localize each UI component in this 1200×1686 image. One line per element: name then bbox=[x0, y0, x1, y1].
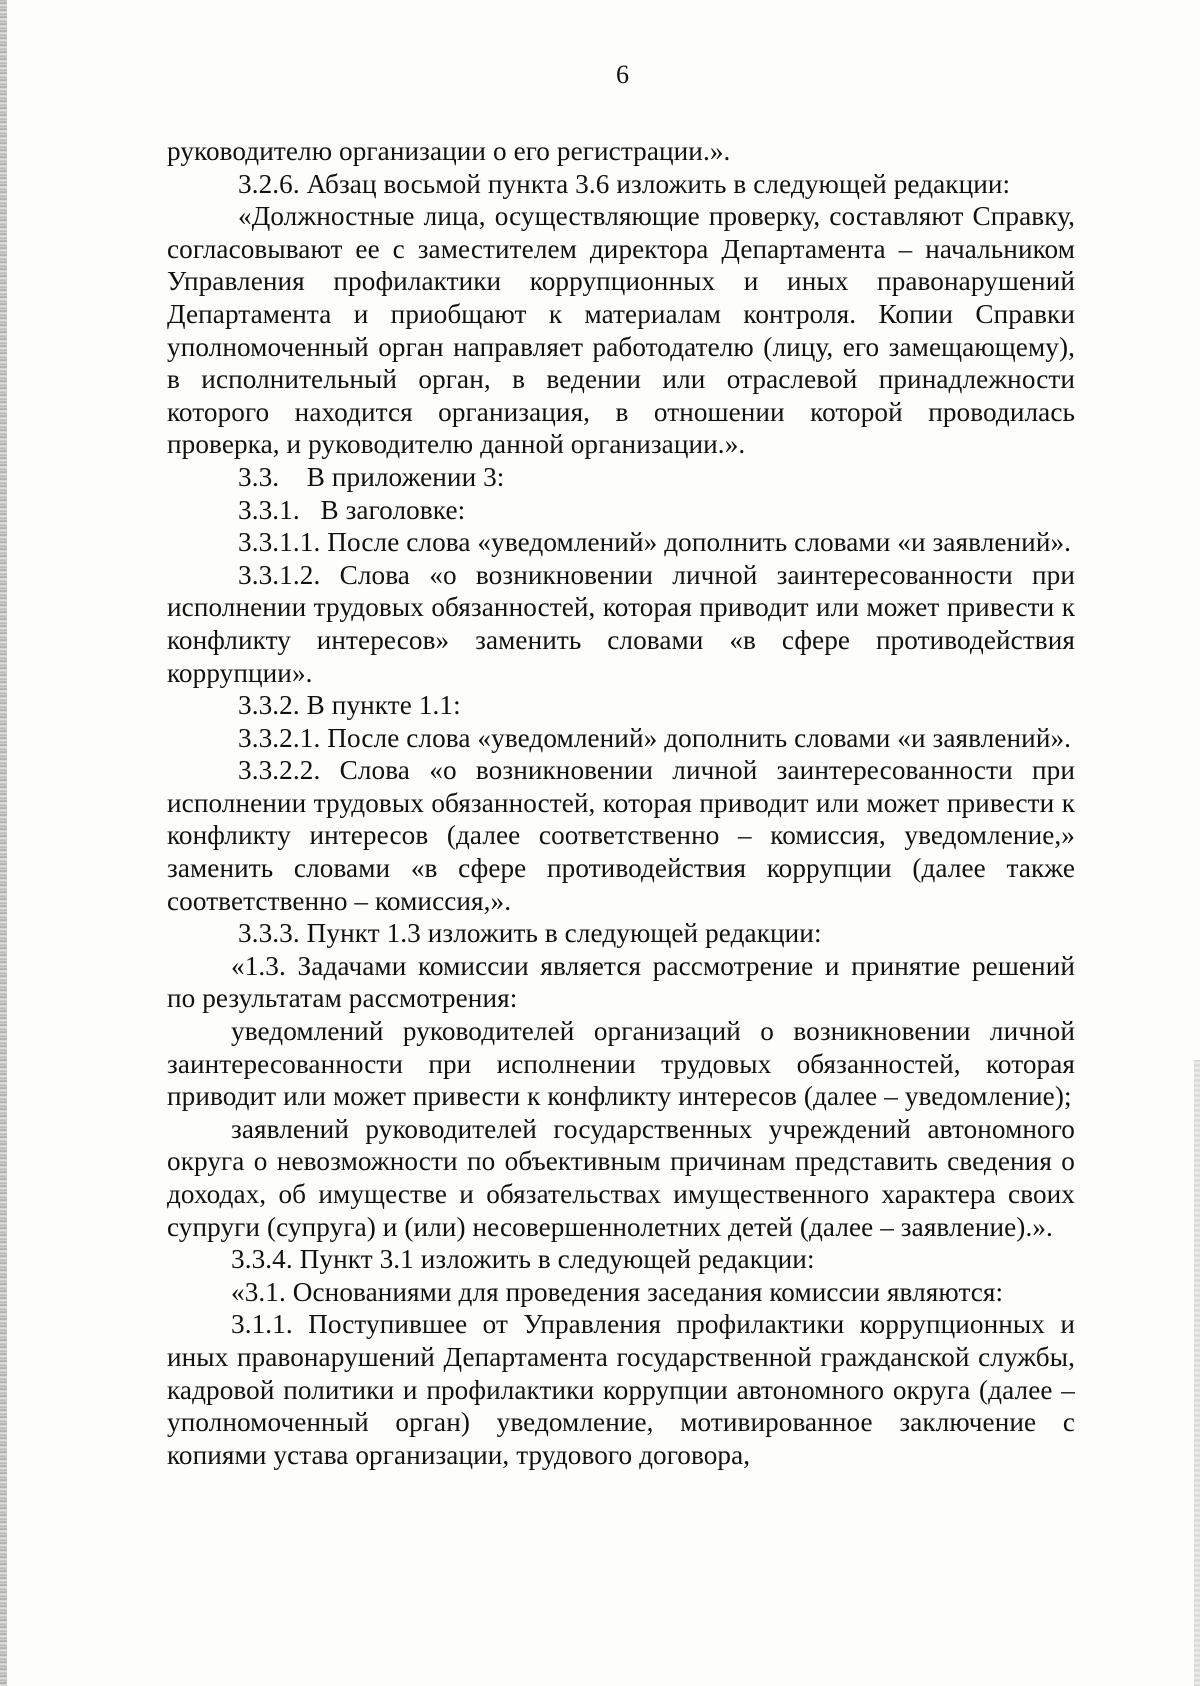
paragraph: уведомлений руководителей организаций о возникновении личной заинтересованности при исполнении трудовых обязанностей, которая приводит или может привести к конфликту интересов (далее – уведомление); bbox=[167, 1016, 1075, 1112]
paragraph: 3.3.2. В пункте 1.1: bbox=[238, 690, 461, 721]
paragraph: 3.3.4. Пункт 3.1 изложить в следующей редакции: bbox=[231, 1244, 815, 1275]
paragraph: «3.1. Основаниями для проведения заседания комиссии являются: bbox=[231, 1276, 1004, 1307]
paragraph: 3.3.2.2. Слова «о возникновении личной заинтересованности при исполнении трудовых обязанностей, которая приводит или может привести к конфликту интересов (далее соответственно – комиссия, уведомление,» заменить словами «в сфере противодействия коррупции (далее также соответственно – комиссия,». bbox=[167, 755, 1075, 916]
paragraph: руководителю организации о его регистрации.». bbox=[167, 136, 731, 166]
paragraph: 3.3. В приложении 3: bbox=[238, 461, 505, 492]
paragraph: 3.1.1. Поступившее от Управления профилактики коррупционных и иных правонарушений Департамента государственной гражданской службы, кадровой политики и профилактики коррупции автономного округа (далее – уполномоченный орган) уведомление, мотивированное заключение с копиями устава организации, трудового договора, bbox=[167, 1309, 1075, 1470]
paragraph: 3.3.3. Пункт 1.3 изложить в следующей редакции: bbox=[238, 918, 822, 949]
paragraph: заявлений руководителей государственных учреждений автономного округа о невозможности по объективным причинам представить сведения о доходах, об имуществе и обязательствах имущественного характера своих супруги (супруга) и (или) несовершеннолетних детей (далее – заявление).». bbox=[167, 1113, 1075, 1242]
paragraph: 3.3.1.2. Слова «о возникновении личной заинтересованности при исполнении трудовых обязанностей, которая приводит или может привести к конфликту интересов» заменить словами «в сфере противодействия коррупции». bbox=[167, 559, 1075, 688]
page-number: 6 bbox=[616, 60, 629, 89]
scan-edge-left bbox=[0, 0, 7, 1686]
paragraph: 3.2.6. Абзац восьмой пункта 3.6 изложить в следующей редакции: bbox=[238, 168, 1011, 199]
scan-edge-right bbox=[1194, 1060, 1200, 1686]
paragraph: 3.3.1. В заголовке: bbox=[238, 494, 466, 525]
paragraph: «Должностные лица, осуществляющие проверку, составляют Справку, согласовывают ее с заместителем директора Департамента – начальником Управления профилактики коррупционных и иных правонарушений Департамента и приобщают к материалам контроля. Копии Справки уполномоченный орган направляет работодателю (лицу, его замещающему), в исполнительный орган, в ведении или отраслевой принадлежности которого находится организация, в отношении которой проводилась проверка, и руководителю данной организации.». bbox=[167, 201, 1075, 460]
paragraph: 3.3.2.1. После слова «уведомлений» дополнить словами «и заявлений». bbox=[238, 722, 1072, 753]
paragraph: «1.3. Задачами комиссии является рассмотрение и принятие решений по результатам рассмотрения: bbox=[167, 950, 1075, 1014]
paragraph: 3.3.1.1. После слова «уведомлений» дополнить словами «и заявлений». bbox=[238, 527, 1072, 558]
document-body bbox=[167, 135, 1075, 1471]
